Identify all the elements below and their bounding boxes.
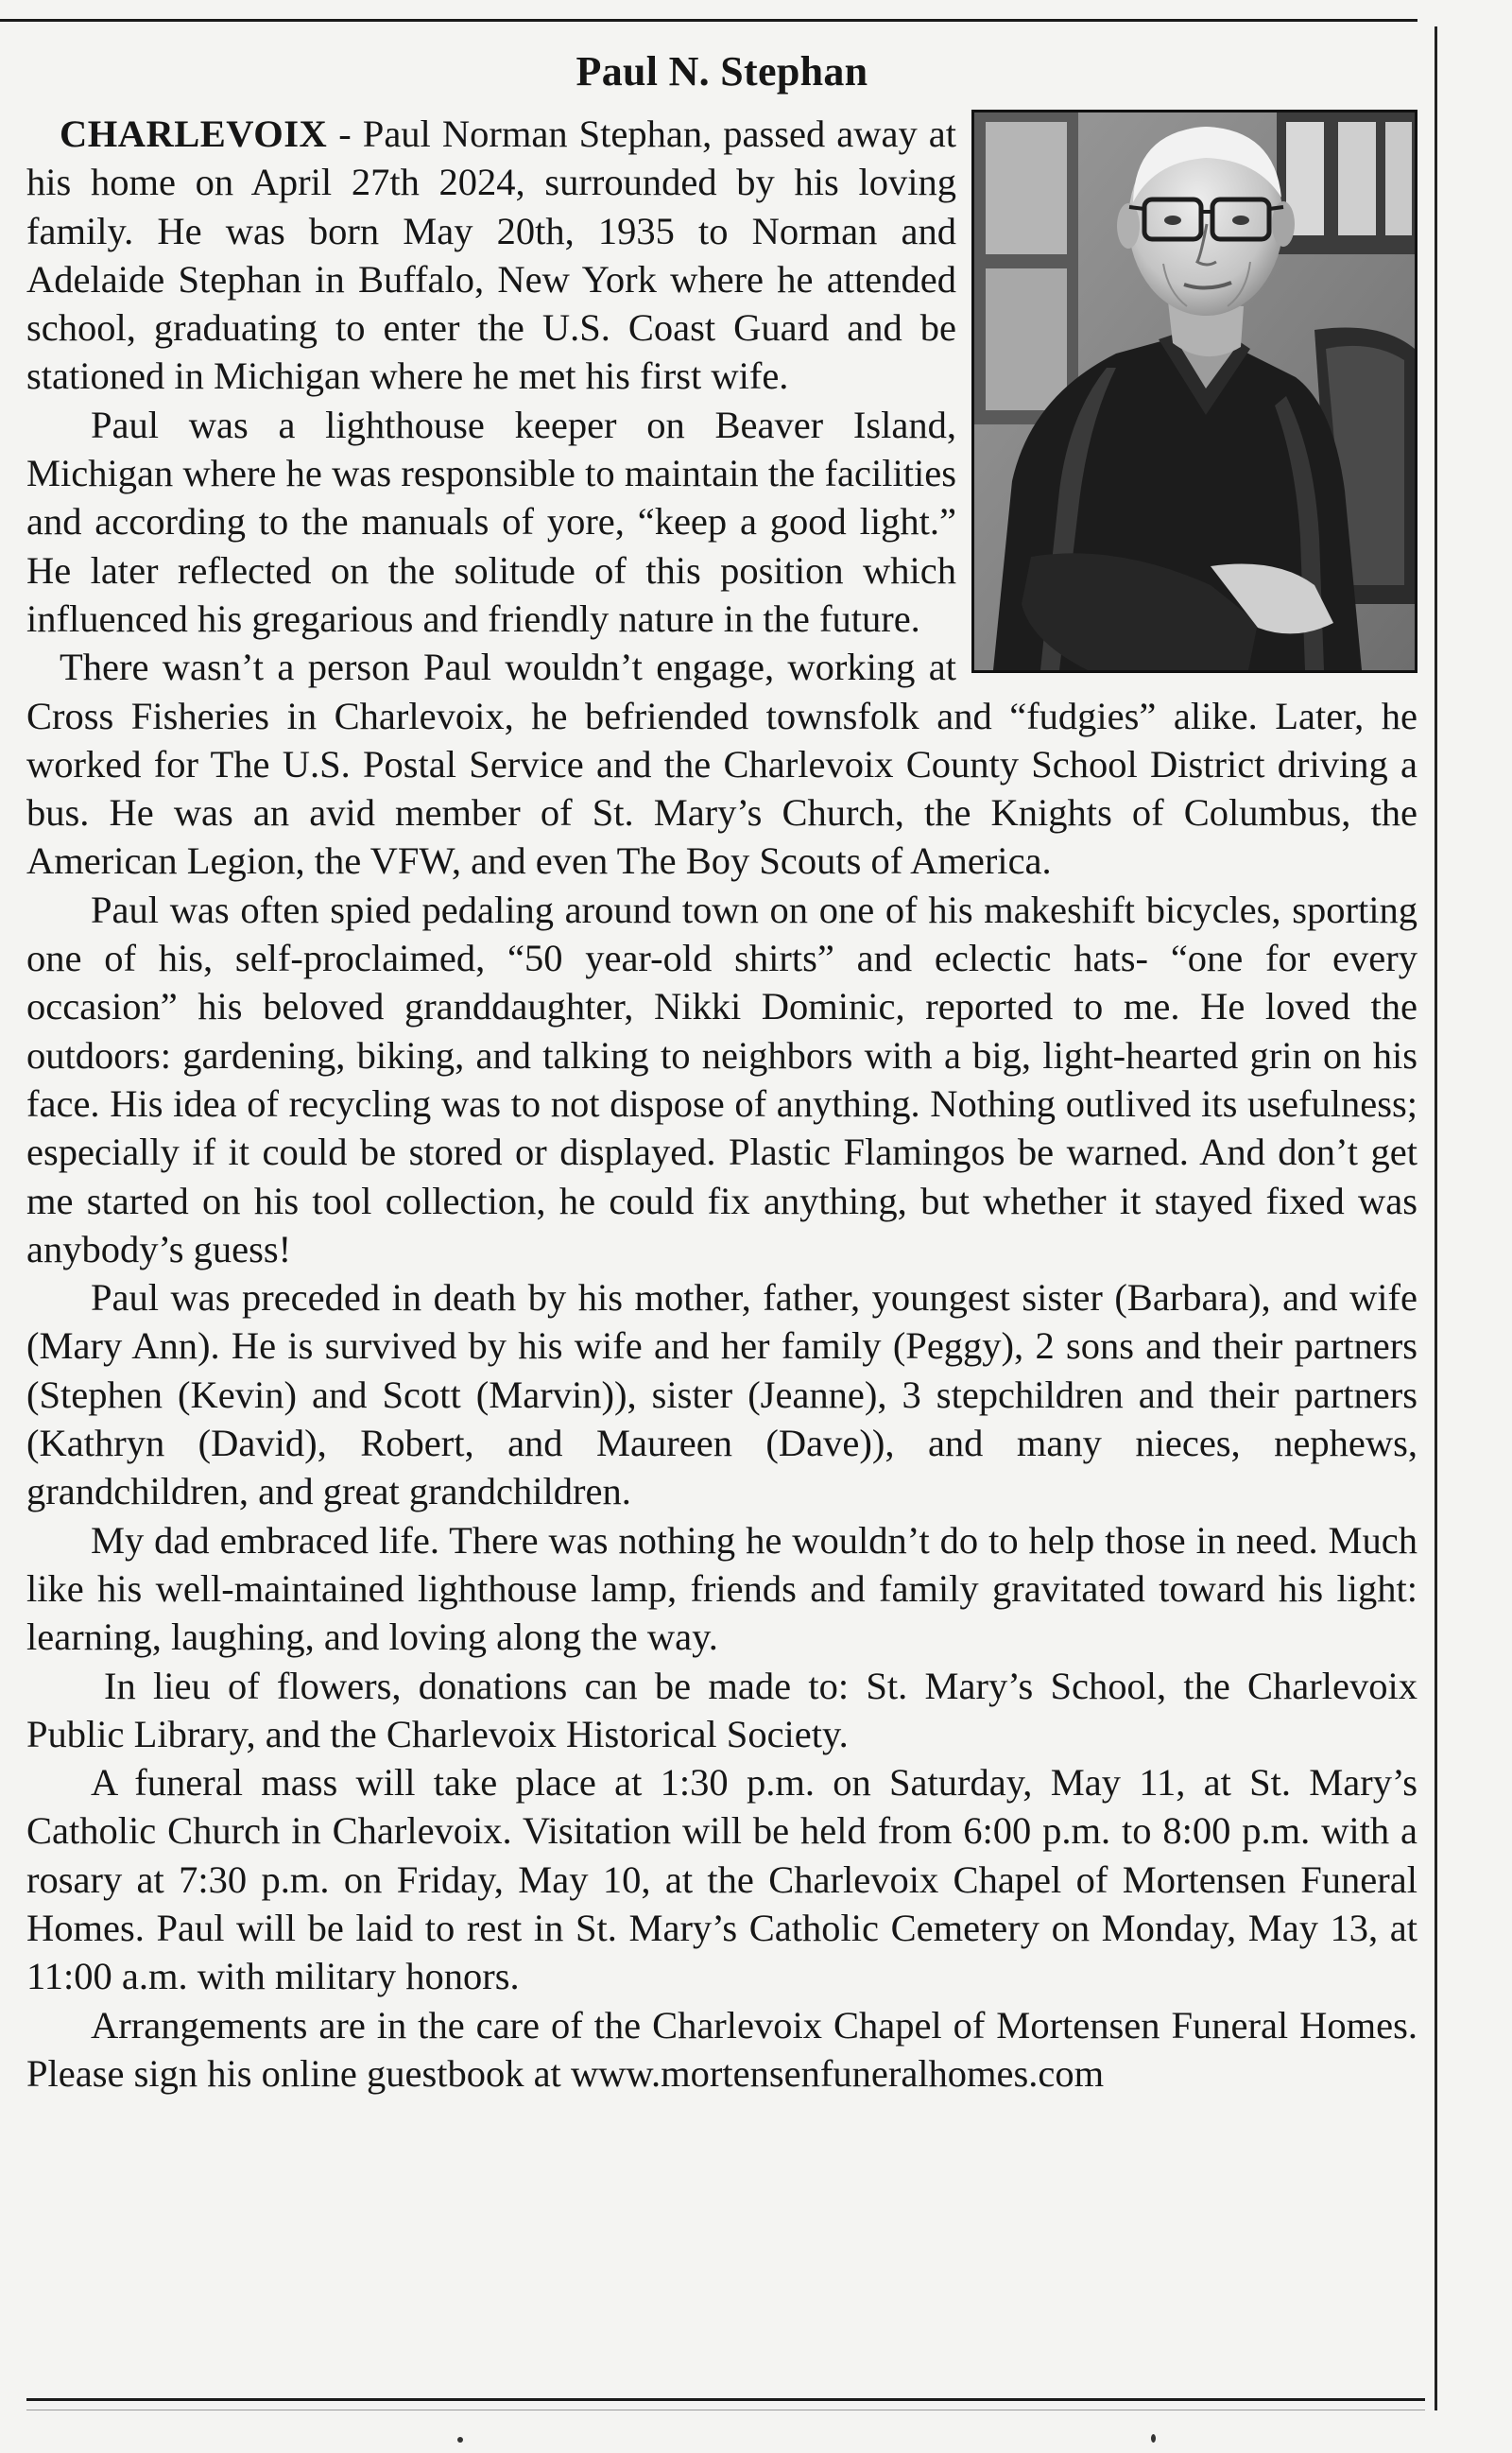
top-rule (0, 19, 1418, 22)
paragraph-7: In lieu of flowers, donations can be made to: St. Mary’s School, the Charlevoix Public Library, and the Charlevoix Historical Society. (26, 1664, 1418, 1755)
obituary-article (26, 38, 1418, 2098)
print-speck (1151, 2434, 1156, 2443)
paragraph-5: Paul was preceded in death by his mother, father, youngest sister (Barbara), and wife (Mary Ann). He is survived by his wife and her family (Peggy), 2 sons and their partners (Stephen (Kevin) and Scott (Marvin)), sister (Jeanne), 3 stepchildren and their partners (Kathryn (David), Robert, and Maureen (Dave)), and many nieces, nephews, grandchildren, and great grandchildren. (26, 1276, 1418, 1513)
column-rule (1435, 26, 1437, 2410)
paragraph-6: My dad embraced life. There was nothing he wouldn’t do to help those in need. Much like his well-maintained lighthouse lamp, friends and family gravitated toward his light: learning, laughing, and loving along the way. (26, 1518, 1418, 1659)
paragraph-4: Paul was often spied pedaling around town on one of his makeshift bicycles, sporting one of his, self-proclaimed, “50 year-old shirts” and eclectic hats- “one for every occasion” his beloved granddaughter, Nikki Dominic, reported to me. He loved the outdoors: gardening, biking, and talking to neighbors with a big, light-hearted grin on his face. His idea of recycling was to not dispose of anything. Nothing outlived its usefulness; especially if it could be stored or displayed. Plastic Flamingos be warned. And don’t get me started on his tool collection, he could fix anything, but whether it stayed fixed was anybody’s guess! (26, 888, 1418, 1270)
print-speck (457, 2437, 463, 2443)
portrait-image (974, 112, 1415, 670)
paragraph-3: There wasn’t a person Paul wouldn’t engage, working at Cross Fisheries in Charlevoix, he befriended townsfolk and “fudgies” alike. Later, he worked for The U.S. Postal Service and the Charlevoix County School District driving a bus. He was an avid member of St. Mary’s Church, the Knights of Columbus, the American Legion, the VFW, and even The Boy Scouts of America. (26, 646, 1418, 883)
paragraph-9: Arrangements are in the care of the Charlevoix Chapel of Mortensen Funeral Homes. Please sign his online guestbook at www.mortensenfuneralhomes.com (26, 2003, 1418, 2095)
paragraph-2: Paul was a lighthouse keeper on Beaver Island, Michigan where he was responsible to maintain the facilities and according to the manuals of yore, “keep a good light.” He later reflected on the solitude of this position which influenced his gregarious and friendly nature in the future. (26, 403, 956, 640)
obituary-body (26, 110, 1418, 2098)
paragraph-1-text: - Paul Norman Stephan, passed away at his home on April 27th 2024, surrounded by his loving family. He was born May 20th, 1935 to Norman and Adelaide Stephan in Buffalo, New York where he attended school, graduating to enter the U.S. Coast Guard and be stationed in Michigan where he met his first wife. (26, 112, 956, 398)
obituary-headline: Paul N. Stephan (576, 48, 868, 95)
paragraph-8: A funeral mass will take place at 1:30 p.m. on Saturday, May 11, at St. Mary’s Catholic Church in Charlevoix. Visitation will be held from 6:00 p.m. to 8:00 p.m. with a rosary at 7:30 p.m. on Friday, May 10, at the Charlevoix Chapel of Mortensen Funeral Homes. Paul will be laid to rest in St. Mary’s Catholic Cemetery on Monday, May 13, at 11:00 a.m. with military honors. (26, 1761, 1418, 1998)
dateline: CHARLEVOIX (60, 112, 328, 155)
portrait-photo (971, 110, 1418, 673)
bottom-rule (26, 2398, 1425, 2401)
